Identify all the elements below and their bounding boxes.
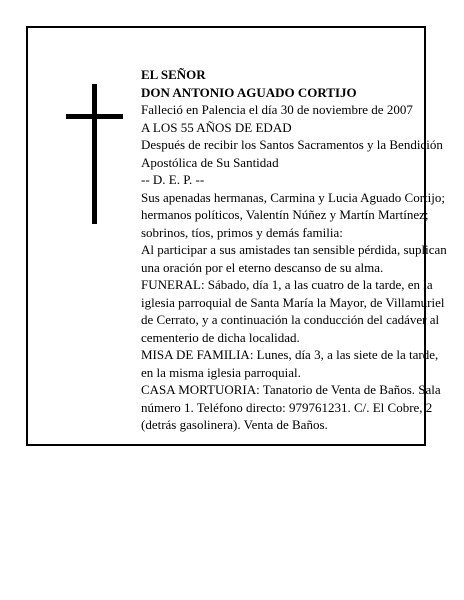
heading-name: DON ANTONIO AGUADO CORTIJO — [141, 84, 357, 100]
obituary-text — [141, 66, 451, 434]
heading-title: EL SEÑOR — [141, 67, 206, 82]
sacraments-line: Después de recibir los Santos Sacramentos y la Bendición Apostólica de Su Santidad — [141, 137, 443, 170]
cross-horizontal-bar — [66, 114, 123, 119]
age-line: A LOS 55 AÑOS DE EDAD — [141, 119, 292, 135]
funeral-line: FUNERAL: Sábado, día 1, a las cuatro de la tarde, en la iglesia parroquial de Santa María la Mayor, de Villamuriel de Cerrato, y a continuación la conducción del cadáver al cementerio de dicha localidad. — [141, 277, 445, 345]
cross-vertical-bar — [92, 84, 97, 224]
funeral-home-line: CASA MORTUORIA: Tanatorio de Venta de Baños. Sala número 1. Teléfono directo: 979761231. C/. El Cobre, 2 (detrás gasolinera). Venta de Baños. — [141, 382, 441, 432]
family-line: Sus apenadas hermanas, Carmina y Lucia Aguado Cortijo; hermanos políticos, Valentín Núñez y Martín Martínez; sobrinos, tíos, primos y demás familia: — [141, 189, 445, 240]
prayer-line: Al participar a sus amistades tan sensible pérdida, suplican una oración por el eterno descanso de su alma. — [141, 242, 447, 275]
obituary-frame — [26, 26, 447, 446]
family-mass-line: MISA DE FAMILIA: Lunes, día 3, a las siete de la tarde, en la misma iglesia parroquial. — [141, 347, 439, 380]
rip-line: -- D. E. P. -- — [141, 172, 205, 187]
death-date: Falleció en Palencia el día 30 de noviembre de 2007 — [141, 102, 413, 117]
